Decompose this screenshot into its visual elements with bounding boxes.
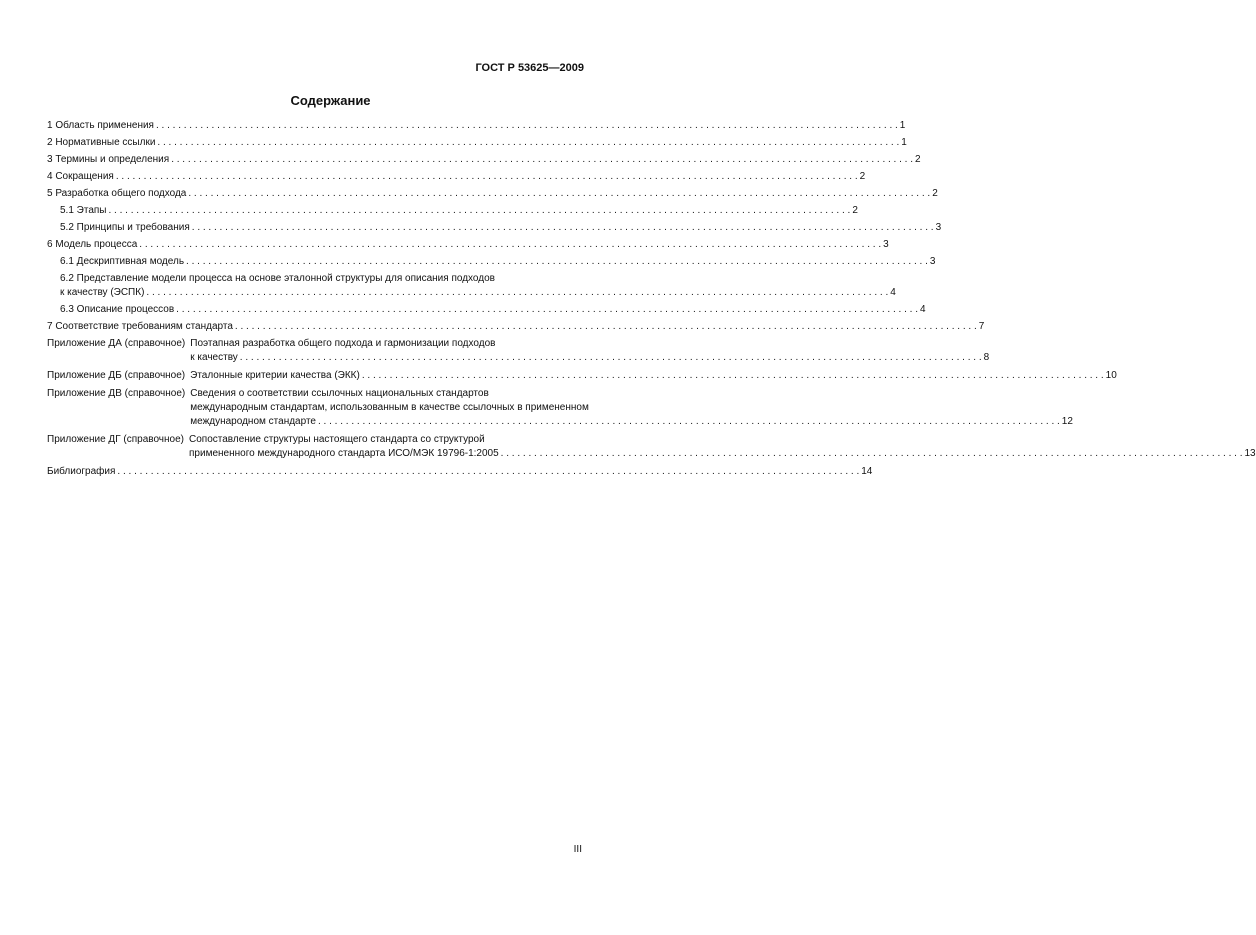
- toc-entry-text: 4 Сокращения: [47, 171, 114, 182]
- toc-page-number: 7: [978, 321, 985, 332]
- toc-title: Содержание: [290, 93, 371, 108]
- toc-entry-7[interactable]: [47, 320, 985, 334]
- toc-page-number: 3: [929, 256, 936, 267]
- toc-entry-3[interactable]: [47, 153, 921, 167]
- doc-number: ГОСТ Р 53625—2009: [475, 62, 584, 74]
- toc-page-number: 2: [932, 188, 938, 199]
- page-number: III: [573, 844, 582, 855]
- toc-entry-text: 6.2 Представление модели процесса на основе эталонной структуры для описания подходов: [60, 273, 495, 284]
- toc-page-number: 2: [859, 171, 866, 182]
- toc-annex-da[interactable]: [47, 337, 990, 365]
- annex-title-continued: к качеству: [190, 352, 238, 363]
- toc-page-number: 4: [919, 304, 926, 315]
- toc-entry-6-2[interactable]: [47, 272, 896, 300]
- leader-dots: [156, 119, 898, 133]
- toc-entry-text: Библиография: [47, 466, 116, 477]
- annex-title-continued: международном стандарте: [190, 416, 316, 427]
- toc-page-number: 2: [852, 205, 858, 216]
- annex-title: Эталонные критерии качества (ЭКК): [190, 370, 360, 381]
- table-of-contents: [47, 119, 1256, 482]
- annex-label: Приложение ДА (справочное): [47, 338, 186, 349]
- toc-page-number: 8: [983, 352, 990, 363]
- toc-entry-text: 1 Область применения: [47, 120, 154, 131]
- leader-dots: [188, 187, 930, 201]
- toc-entry-text: 6 Модель процесса: [47, 239, 138, 250]
- leader-dots: [117, 465, 859, 479]
- leader-dots: [171, 153, 913, 167]
- leader-dots: [109, 204, 851, 218]
- toc-entry-6-1[interactable]: [47, 255, 936, 269]
- leader-dots: [235, 320, 977, 334]
- toc-entry-5-1[interactable]: [47, 204, 858, 218]
- toc-page-number: 3: [935, 222, 942, 233]
- annex-label: Приложение ДБ (справочное): [47, 370, 186, 381]
- toc-entry-text: 6.1 Дескриптивная модель: [60, 256, 185, 267]
- toc-page-number: 12: [1061, 416, 1073, 427]
- annex-title-continued: международным стандартам, использованным в качестве ссылочных в примененном: [190, 402, 589, 413]
- leader-dots: [186, 255, 928, 269]
- toc-entry-text: 7 Соответствие требованиям стандарта: [47, 321, 233, 332]
- toc-entry-5[interactable]: [47, 187, 938, 201]
- toc-entry-6-3[interactable]: [47, 303, 926, 317]
- toc-bibliography[interactable]: [47, 465, 873, 479]
- annex-title: Сведения о соответствии ссылочных национальных стандартов: [190, 388, 489, 399]
- leader-dots: [192, 221, 934, 235]
- toc-entry-text: 6.3 Описание процессов: [60, 304, 175, 315]
- toc-entry-text: 5.2 Принципы и требования: [60, 222, 190, 233]
- annex-label: Приложение ДГ (справочное): [47, 434, 184, 445]
- leader-dots: [318, 415, 1060, 429]
- toc-entry-2[interactable]: [47, 136, 907, 150]
- leader-dots: [146, 286, 888, 300]
- toc-page-number: 14: [861, 466, 873, 477]
- annex-label: Приложение ДВ (справочное): [47, 388, 186, 399]
- toc-entry-4[interactable]: [47, 170, 866, 184]
- leader-dots: [157, 136, 899, 150]
- toc-entry-text: 3 Термины и определения: [47, 154, 170, 165]
- toc-annex-dg[interactable]: [47, 433, 1256, 461]
- leader-dots: [240, 351, 982, 365]
- leader-dots: [139, 238, 881, 252]
- toc-entry-5-2[interactable]: [47, 221, 942, 235]
- toc-page-number: 3: [883, 239, 889, 250]
- toc-page-number: 2: [915, 154, 921, 165]
- toc-entry-text: 5 Разработка общего подхода: [47, 188, 187, 199]
- annex-title-continued: примененного международного стандарта ИСО/МЭК 19796-1:2005: [189, 448, 499, 459]
- leader-dots: [501, 447, 1243, 461]
- toc-entry-text-continued: к качеству (ЭСПК): [60, 287, 145, 298]
- annex-title: Сопоставление структуры настоящего стандарта со структурой: [189, 434, 485, 445]
- toc-entry-text: 2 Нормативные ссылки: [47, 137, 156, 148]
- annex-title: Поэтапная разработка общего подхода и гармонизации подходов: [190, 338, 496, 349]
- toc-entry-text: 5.1 Этапы: [60, 205, 107, 216]
- toc-annex-dv[interactable]: [47, 387, 1073, 429]
- toc-page-number: 1: [901, 137, 907, 148]
- toc-page-number: 13: [1244, 448, 1256, 459]
- leader-dots: [116, 170, 858, 184]
- leader-dots: [362, 369, 1104, 383]
- toc-page-number: 10: [1105, 370, 1117, 381]
- leader-dots: [176, 303, 918, 317]
- toc-entry-6[interactable]: [47, 238, 889, 252]
- toc-annex-db[interactable]: [47, 369, 1117, 383]
- toc-entry-1[interactable]: [47, 119, 906, 133]
- toc-page-number: 1: [899, 120, 906, 131]
- toc-page-number: 4: [890, 287, 896, 298]
